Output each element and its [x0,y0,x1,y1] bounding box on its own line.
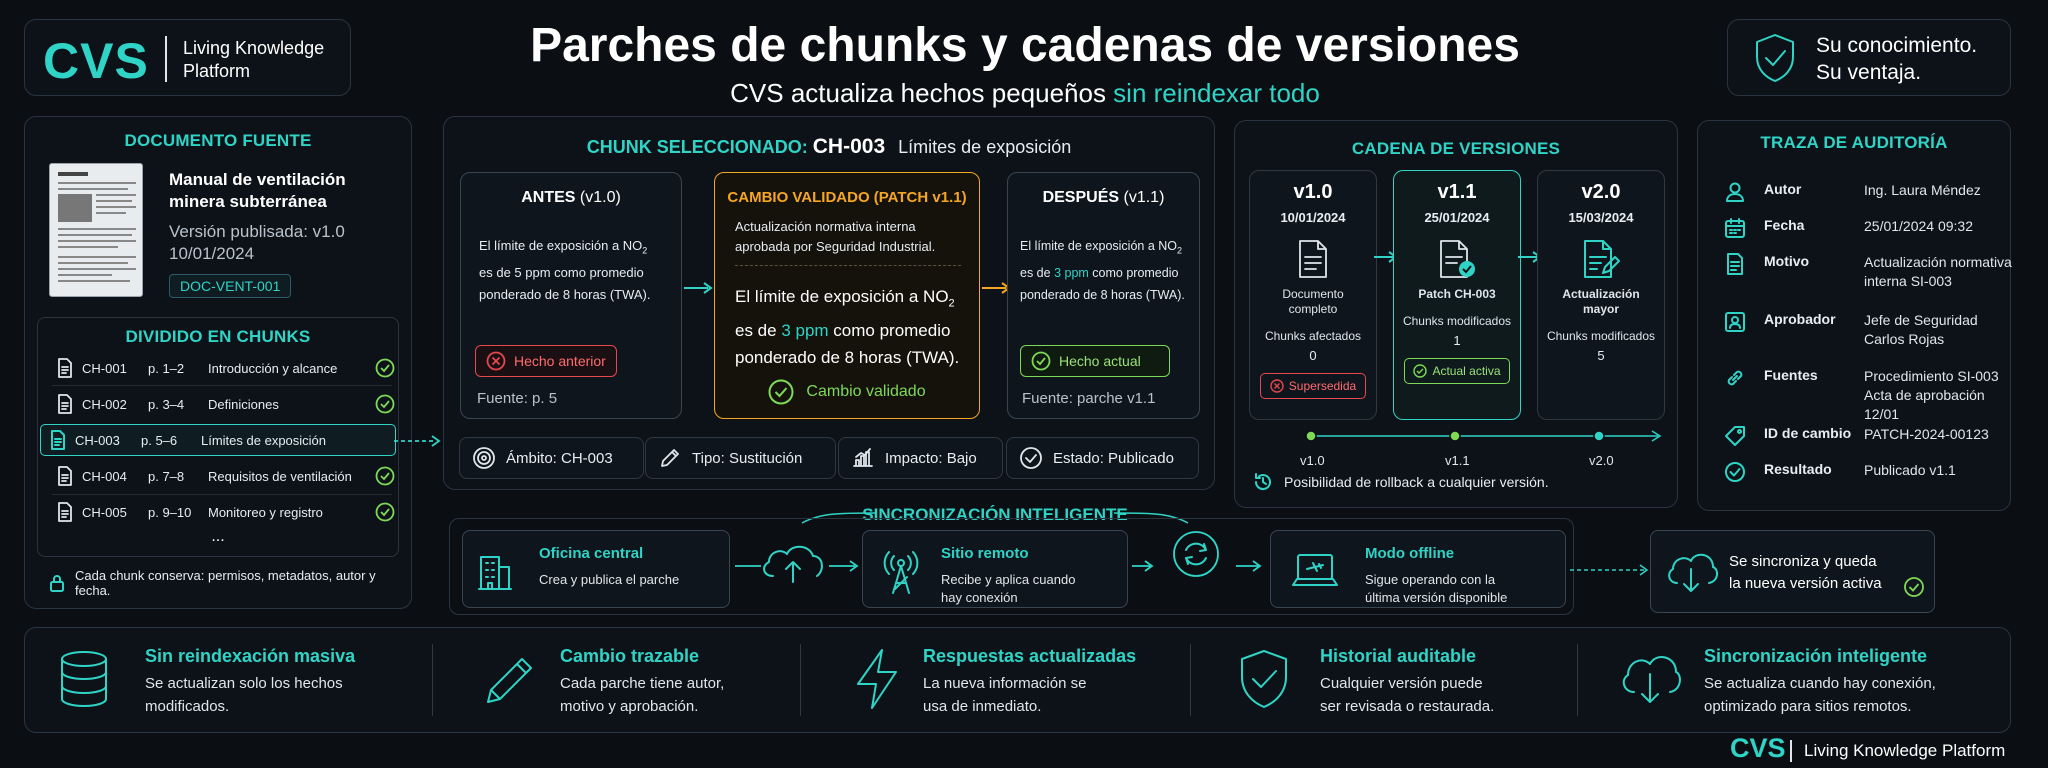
after-source: Fuente: parche v1.1 [1022,390,1156,407]
chunk-id: CH-005 [82,504,127,520]
upload-cloud-icon [733,530,863,590]
after-title: DESPUÉS (v1.1) [1042,189,1165,206]
document-thumbnail [49,163,143,297]
check-circle-icon [1903,576,1925,598]
building-icon [477,551,513,591]
document-icon [41,430,75,450]
platform-name: Living Knowledge Platform [183,38,325,81]
chunk-row-ch-001[interactable] [48,352,400,384]
slogan-text: Su conocimiento. Su ventaja. [1816,34,1978,84]
document-icon [48,466,82,486]
current-fact-tag: Hecho actual [1020,345,1170,377]
impact-meta: Impacto: Bajo [838,437,1003,479]
after-text: El límite de exposición a $NO_2$ es de 3 ppm como promedio ponderado de 8 horas (TWA). [1020,239,1185,302]
footer-divider [1790,740,1792,762]
sync-refresh-icon [1130,530,1270,590]
check-circle-icon [1019,446,1043,470]
lightning-icon [852,648,902,710]
source-document-panel [24,116,412,609]
document-icon [48,358,82,378]
laptop-airplane-icon [1291,551,1339,591]
rollback-note[interactable]: Posibilidad de rollback a cualquier versión. [1252,471,1549,493]
sync-result-text: Se sincroniza y queda la nueva versión activa [1729,553,1882,592]
slogan-box [1727,19,2011,96]
page-subtitle: CVS actualiza hechos pequeños sin reindexar todo [730,78,1320,108]
footer-platform-name: Living Knowledge Platform [1804,741,2006,760]
state-meta: Estado: Publicado [1006,437,1199,479]
chunk-title: Requisitos de ventilación [208,468,352,484]
check-circle-icon [768,379,794,405]
central-office-box[interactable]: Oficina central Crea y publica el parche [462,530,730,608]
brand-divider [165,36,167,82]
document-icon [1724,253,1764,291]
page-title: Parches de chunks y cadenas de versiones [530,19,1520,72]
feature-traceable: Cambio trazable Cada parche tiene autor, motivo y aprobación. [470,628,790,732]
feature-updated-answers: Respuestas actualizadas La nueva información se usa de inmediato. [840,628,1180,732]
version-card-v1-0[interactable]: v1.0 10/01/2024 Documento completo Chunks afectados 0 Supersedida [1249,170,1377,420]
more-chunks-ellipsis: ... [211,528,225,545]
version-timeline [1296,428,1668,444]
chunk-title: Definiciones [208,396,279,412]
timeline-label-v1-1: v1.1 [1445,453,1470,468]
arrow-right-icon [684,281,714,295]
audit-row-approver: Aprobador Jefe de Seguridad Carlos Rojas [1724,311,2014,349]
source-doc-title: DOCUMENTO FUENTE [124,131,312,150]
chunk-title: Monitoreo y registro [208,504,323,520]
change-note: Actualización normativa interna aprobada por Seguridad Industrial. [735,219,936,254]
check-circle-icon [370,394,400,414]
change-divider [735,265,961,266]
download-cloud-icon [1616,650,1682,706]
shield-check-icon [1752,32,1798,84]
chunk-id: CH-004 [82,468,127,484]
chunk-row-ch-002[interactable] [48,388,400,420]
before-title: ANTES (v1.0) [521,189,621,206]
audit-trail-panel [1697,120,2011,511]
change-title: CAMBIO VALIDADO (PATCH v1.1) [727,189,967,206]
download-cloud-icon [1663,549,1719,595]
audit-row-sources: Fuentes Procedimiento SI-003 Acta de aprobación 12/01 [1724,367,2014,424]
chunk-row-ch-005[interactable] [48,496,400,528]
document-id-badge[interactable]: DOC-VENT-001 [169,274,291,298]
version-card-v2-0[interactable]: v2.0 15/03/2024 Actualización mayor Chunks modificados 5 [1537,170,1665,420]
chunk-footer-note: Cada chunk conserva: permisos, metadatos, autor y fecha. [49,568,411,598]
document-name: Manual de ventilación minera subterránea [169,170,346,211]
version-chain-title: CADENA DE VERSIONES [1351,139,1561,158]
chunk-id: CH-003 [75,432,120,448]
lock-icon [49,573,65,593]
pencil-icon [482,650,540,708]
chunk-pages: p. 9–10 [148,504,192,520]
chunks-box [37,317,399,557]
cvs-logo: CVS [43,33,149,89]
link-icon [1724,367,1764,424]
user-badge-icon [1724,311,1764,349]
selected-chunk-header: CHUNK SELECCIONADO: CH-003 Límites de exposición [586,135,1072,158]
change-status: Cambio validado [715,379,979,405]
check-circle-icon [370,502,400,522]
sync-section-title: SINCRONIZACIÓN INTELIGENTE [862,505,1128,524]
active-badge: Actual activa [1404,358,1510,384]
tag-icon [1724,425,1764,447]
document-edit-icon [1581,239,1621,279]
timeline-label-v2-0: v2.0 [1589,453,1614,468]
document-icon [48,394,82,414]
chunks-title: DIVIDIDO EN CHUNKS [125,327,311,346]
feature-divider [1190,644,1191,716]
feature-divider [1577,644,1578,716]
previous-fact-tag: Hecho anterior [475,345,617,377]
brand-box [24,19,351,96]
after-card [1007,172,1200,419]
feature-smart-sync: Sincronización inteligente Se actualiza cuando hay conexión, optimizado para sitios remotos. [1612,628,2002,732]
sync-result-box[interactable] [1650,530,1935,613]
audit-title: TRAZA DE AUDITORÍA [1760,133,1948,152]
bar-chart-icon [851,446,875,470]
chunk-to-detail-connector [394,434,444,448]
timeline-label-v1-0: v1.0 [1300,453,1325,468]
check-circle-icon [370,358,400,378]
feature-divider [800,644,801,716]
database-icon [58,650,110,708]
chunk-row-ch-003-selected[interactable] [40,424,396,456]
validated-change-card [714,172,980,419]
document-icon [1296,239,1330,279]
offline-to-result-connector [1568,563,1652,577]
scope-meta: Ámbito: CH-003 [459,437,644,479]
feature-divider [432,644,433,716]
chunk-title: Introducción y alcance [208,360,338,376]
chunk-pages: p. 3–4 [148,396,185,412]
before-card [460,172,682,419]
type-meta: Tipo: Sustitución [645,437,836,479]
chunk-id: CH-002 [82,396,127,412]
check-circle-icon [1724,461,1764,483]
row-divider [52,494,392,495]
x-circle-icon [486,351,506,371]
shield-check-icon [1236,648,1292,710]
offline-mode-box[interactable]: Modo offline Sigue operando con la última versión disponible [1270,530,1566,608]
radio-tower-icon [883,551,919,595]
document-icon [48,502,82,522]
target-icon [472,446,496,470]
audit-row-reason: Motivo Actualización normativa interna SI-003 [1724,253,2014,291]
superseded-badge: Supersedida [1260,373,1366,399]
chunk-pages: p. 7–8 [148,468,185,484]
row-divider [52,385,392,386]
chunk-row-ch-004[interactable] [48,460,400,492]
audit-row-author: Autor Ing. Laura Méndez [1724,181,2014,203]
pencil-icon [658,446,682,470]
chunk-pages: p. 1–2 [148,360,185,376]
audit-row-result: Resultado Publicado v1.1 [1724,461,2014,483]
footer-logo: CVS [1730,733,1786,763]
rollback-icon [1252,471,1274,493]
check-circle-icon [370,466,400,486]
document-version: Versión publisada: v1.0 10/01/2024 [169,222,345,263]
before-source: Fuente: p. 5 [477,390,558,407]
chunk-id: CH-001 [82,360,127,376]
feature-no-reindex: Sin reindexación masiva Se actualizan solo los hechos modificados. [50,628,430,732]
check-circle-icon [1031,351,1051,371]
document-check-icon [1437,239,1477,279]
change-text: El límite de exposición a $NO_2$ es de 3 ppm como promedio ponderado de 8 horas (TWA). [735,287,960,368]
user-icon [1724,181,1764,203]
calendar-icon [1724,217,1764,239]
audit-row-date: Fecha 25/01/2024 09:32 [1724,217,2014,239]
selected-chunk-panel [443,116,1215,490]
audit-row-change-id: ID de cambio PATCH-2024-00123 [1724,425,2014,447]
version-card-v1-1-active[interactable]: v1.1 25/01/2024 Patch CH-003 Chunks modificados 1 Actual activa [1393,170,1521,420]
chunk-title: Límites de exposición [201,432,327,448]
before-text: El límite de exposición a $NO_2$ es de 5 ppm como promedio ponderado de 8 horas (TWA). [479,238,651,302]
chunk-pages: p. 5–6 [141,432,178,448]
feature-auditable-history: Historial auditable Cualquier versión puede ser revisada o restaurada. [1228,628,1558,732]
remote-site-box[interactable]: Sitio remoto Recibe y aplica cuando hay conexión [862,530,1128,608]
